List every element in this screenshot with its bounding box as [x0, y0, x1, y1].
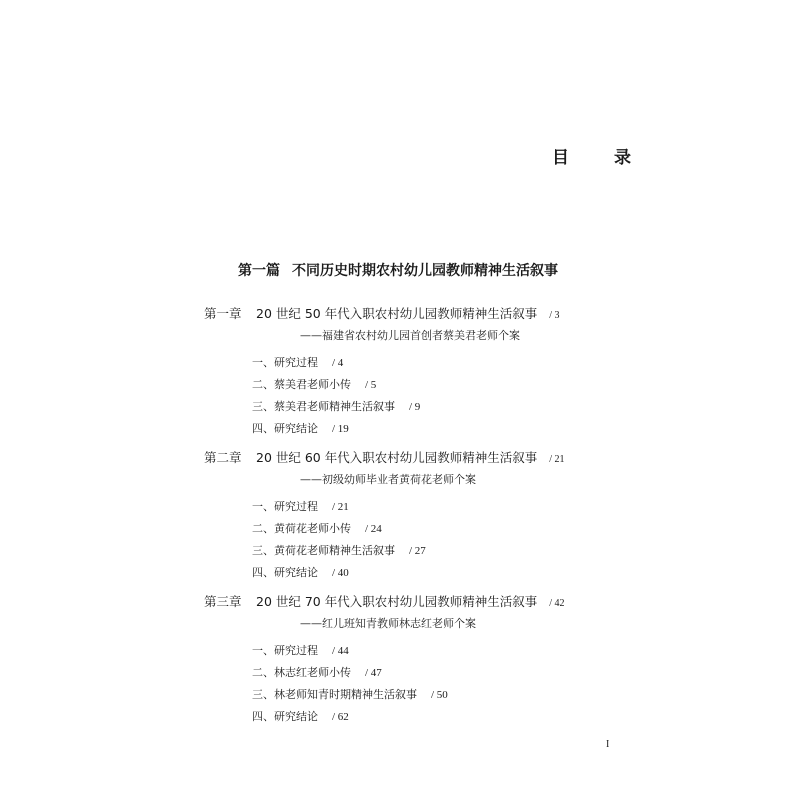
- section-entry[interactable]: [252, 562, 624, 584]
- section-label: 三、蔡美君老师精神生活叙事: [252, 400, 395, 413]
- section-entry[interactable]: [252, 684, 624, 706]
- section-page: / 21: [332, 501, 349, 513]
- chapter-page: / 3: [549, 310, 560, 321]
- part-heading: [238, 260, 558, 280]
- section-label: 二、蔡美君老师小传: [252, 378, 351, 391]
- section-page: / 47: [365, 667, 382, 679]
- section-label: 三、林老师知青时期精神生活叙事: [252, 688, 417, 701]
- chapter-heading[interactable]: [204, 448, 624, 466]
- part-number: 第一篇: [238, 263, 280, 279]
- chapter-title: 20 世纪 70 年代入职农村幼儿园教师精神生活叙事: [256, 594, 538, 609]
- section-label: 二、林志红老师小传: [252, 666, 351, 679]
- section-entry[interactable]: [252, 662, 624, 684]
- page-title: 目 录: [552, 148, 645, 168]
- section-list: [252, 640, 624, 728]
- section-entry[interactable]: [252, 418, 624, 440]
- chapter-number: 第一章: [204, 306, 242, 321]
- section-label: 一、研究过程: [252, 500, 318, 513]
- section-label: 四、研究结论: [252, 566, 318, 579]
- chapter-subtitle: ——红儿班知青教师林志红老师个案: [300, 617, 476, 630]
- section-list: [252, 352, 624, 440]
- chapter-subtitle: ——初级幼师毕业者黄荷花老师个案: [300, 473, 476, 486]
- section-entry[interactable]: [252, 518, 624, 540]
- chapter-heading[interactable]: [204, 304, 624, 322]
- section-page: / 24: [365, 523, 382, 535]
- section-entry[interactable]: [252, 396, 624, 418]
- section-page: / 5: [365, 379, 377, 391]
- section-page: / 27: [409, 545, 426, 557]
- section-label: 四、研究结论: [252, 710, 318, 723]
- section-page: / 44: [332, 645, 349, 657]
- chapter-number: 第三章: [204, 594, 242, 609]
- chapter-2: [204, 448, 624, 584]
- page-number: I: [606, 739, 610, 750]
- section-list: [252, 496, 624, 584]
- section-page: / 50: [431, 689, 448, 701]
- section-entry[interactable]: [252, 706, 624, 728]
- section-page: / 9: [409, 401, 421, 413]
- section-label: 四、研究结论: [252, 422, 318, 435]
- chapter-subtitle: ——福建省农村幼儿园首创者蔡美君老师个案: [300, 329, 520, 342]
- chapter-title: 20 世纪 60 年代入职农村幼儿园教师精神生活叙事: [256, 450, 538, 465]
- section-label: 一、研究过程: [252, 356, 318, 369]
- section-entry[interactable]: [252, 640, 624, 662]
- chapter-heading[interactable]: [204, 592, 624, 610]
- section-label: 一、研究过程: [252, 644, 318, 657]
- section-page: / 4: [332, 357, 344, 369]
- section-page: / 40: [332, 567, 349, 579]
- section-page: / 62: [332, 711, 349, 723]
- chapter-3: [204, 592, 624, 728]
- section-entry[interactable]: [252, 352, 624, 374]
- chapter-page: / 42: [549, 598, 565, 609]
- section-entry[interactable]: [252, 496, 624, 518]
- section-label: 二、黄荷花老师小传: [252, 522, 351, 535]
- chapter-title: 20 世纪 50 年代入职农村幼儿园教师精神生活叙事: [256, 306, 538, 321]
- chapter-number: 第二章: [204, 450, 242, 465]
- chapter-page: / 21: [549, 454, 565, 465]
- section-entry[interactable]: [252, 540, 624, 562]
- section-entry[interactable]: [252, 374, 624, 396]
- section-page: / 19: [332, 423, 349, 435]
- chapter-1: [204, 304, 624, 440]
- section-label: 三、黄荷花老师精神生活叙事: [252, 544, 395, 557]
- part-title: 不同历史时期农村幼儿园教师精神生活叙事: [292, 263, 558, 279]
